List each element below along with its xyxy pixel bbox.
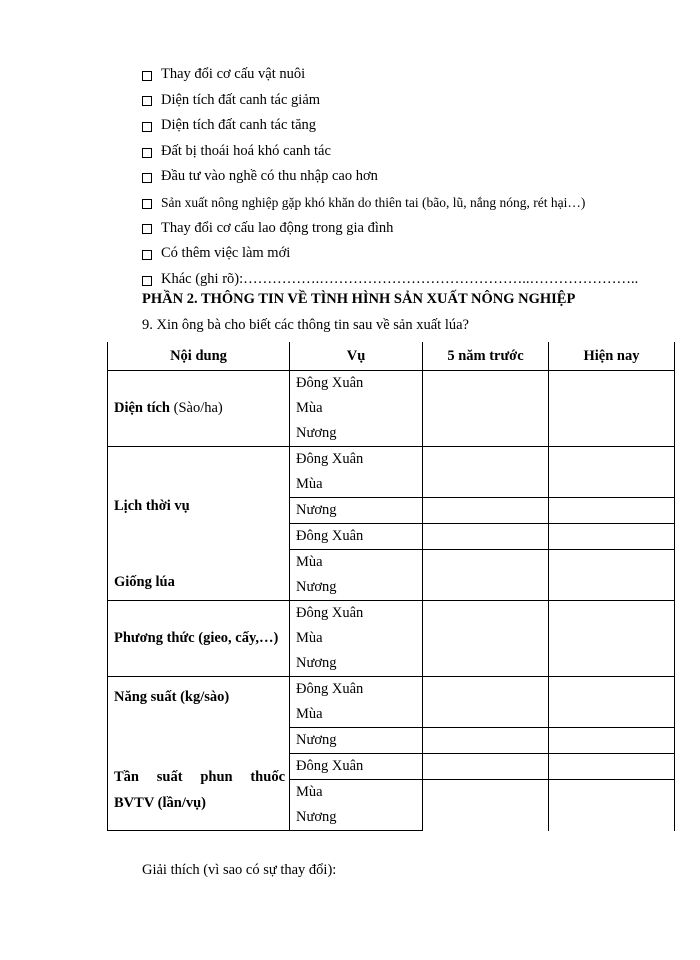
checkbox-list bbox=[142, 62, 638, 292]
input-cell[interactable] bbox=[549, 728, 675, 754]
table-row bbox=[108, 524, 675, 550]
question-text: 9. Xin ông bà cho biết các thông tin sau về sản xuất lúa? bbox=[142, 317, 469, 333]
checklist-item bbox=[142, 139, 638, 165]
input-cell[interactable] bbox=[423, 780, 549, 831]
row-label-tan-suat: Tần suất phun thuốc BVTV (lần/vụ) bbox=[108, 754, 290, 831]
checklist-item bbox=[142, 267, 638, 293]
season-cell: Đông Xuân bbox=[290, 601, 423, 627]
checkbox-icon[interactable] bbox=[142, 71, 152, 81]
row-label-giong-lua: Giống lúa bbox=[108, 524, 290, 601]
checklist-item-label: Có thêm việc làm mới bbox=[161, 245, 291, 262]
table-row bbox=[108, 447, 675, 473]
table-row bbox=[108, 754, 675, 780]
checklist-item bbox=[142, 88, 638, 114]
input-cell[interactable] bbox=[549, 677, 675, 728]
season-cell: Mùa bbox=[290, 626, 423, 651]
checklist-item bbox=[142, 216, 638, 242]
season-cell: Nương bbox=[290, 805, 423, 831]
checklist-item-label: Đầu tư vào nghề có thu nhập cao hơn bbox=[161, 168, 378, 185]
input-cell[interactable] bbox=[423, 524, 549, 550]
season-cell: Mùa bbox=[290, 780, 423, 806]
row-label-dien-tich: Diện tích (Sào/ha) bbox=[108, 371, 290, 447]
season-cell: Đông Xuân bbox=[290, 371, 423, 397]
input-cell[interactable] bbox=[549, 754, 675, 780]
input-cell[interactable] bbox=[423, 601, 549, 677]
input-cell[interactable] bbox=[423, 447, 549, 498]
checklist-item-label: Đất bị thoái hoá khó canh tác bbox=[161, 142, 331, 159]
input-cell[interactable] bbox=[423, 371, 549, 447]
header-5-nam-truoc: 5 năm trước bbox=[423, 342, 549, 371]
checklist-item-label: Diện tích đất canh tác giảm bbox=[161, 91, 321, 108]
season-cell: Đông Xuân bbox=[290, 447, 423, 473]
season-cell: Nương bbox=[290, 575, 423, 601]
checklist-item bbox=[142, 190, 638, 216]
season-cell: Mùa bbox=[290, 472, 423, 498]
checkbox-icon[interactable] bbox=[142, 276, 152, 286]
season-cell: Mùa bbox=[290, 702, 423, 728]
checklist-item bbox=[142, 62, 638, 88]
row-label-lich-thoi-vu: Lịch thời vụ bbox=[108, 447, 290, 524]
header-hien-nay: Hiện nay bbox=[549, 342, 675, 371]
table-header-row bbox=[108, 342, 675, 371]
explanation-prompt: Giải thích (vì sao có sự thay đổi): bbox=[142, 862, 337, 878]
section-title: PHẦN 2. THÔNG TIN VỀ TÌNH HÌNH SẢN XUẤT NÔNG NGHIỆP bbox=[142, 291, 576, 307]
table-row bbox=[108, 371, 675, 397]
header-vu: Vụ bbox=[290, 342, 423, 371]
checkbox-icon[interactable] bbox=[142, 224, 152, 234]
input-cell[interactable] bbox=[423, 677, 549, 728]
checklist-item-label: Thay đổi cơ cấu lao động trong gia đình bbox=[161, 219, 394, 236]
season-cell: Mùa bbox=[290, 396, 423, 421]
rice-production-table bbox=[107, 342, 675, 831]
season-cell: Đông Xuân bbox=[290, 677, 423, 703]
checkbox-icon[interactable] bbox=[142, 199, 152, 209]
header-noi-dung: Nội dung bbox=[108, 342, 290, 371]
row-label-nang-suat: Năng suất (kg/sào) bbox=[108, 677, 290, 754]
season-cell: Nương bbox=[290, 728, 423, 754]
season-cell: Nương bbox=[290, 651, 423, 677]
input-cell[interactable] bbox=[549, 601, 675, 677]
input-cell[interactable] bbox=[549, 780, 675, 831]
checkbox-icon[interactable] bbox=[142, 96, 152, 106]
checkbox-icon[interactable] bbox=[142, 122, 152, 132]
checkbox-icon[interactable] bbox=[142, 173, 152, 183]
season-cell: Nương bbox=[290, 498, 423, 524]
input-cell[interactable] bbox=[423, 754, 549, 780]
season-cell: Đông Xuân bbox=[290, 524, 423, 550]
checklist-item bbox=[142, 241, 638, 267]
checklist-item-label: Thay đổi cơ cấu vật nuôi bbox=[161, 66, 306, 82]
row-label-phuong-thuc: Phương thức (gieo, cấy,…) bbox=[108, 601, 290, 677]
checklist-item-label: Sản xuất nông nghiệp gặp khó khăn do thiên tai (bão, lũ, nắng nóng, rét hại…) bbox=[161, 194, 586, 210]
input-cell[interactable] bbox=[423, 550, 549, 601]
table-row bbox=[108, 677, 675, 703]
table-row bbox=[108, 601, 675, 627]
input-cell[interactable] bbox=[423, 728, 549, 754]
season-cell: Nương bbox=[290, 421, 423, 447]
checklist-item bbox=[142, 113, 638, 139]
input-cell[interactable] bbox=[549, 447, 675, 498]
input-cell[interactable] bbox=[549, 550, 675, 601]
checklist-item bbox=[142, 164, 638, 190]
input-cell[interactable] bbox=[549, 498, 675, 524]
checkbox-icon[interactable] bbox=[142, 148, 152, 158]
input-cell[interactable] bbox=[549, 524, 675, 550]
checkbox-icon[interactable] bbox=[142, 250, 152, 260]
checklist-item-label: Diện tích đất canh tác tăng bbox=[161, 117, 317, 134]
season-cell: Đông Xuân bbox=[290, 754, 423, 780]
input-cell[interactable] bbox=[549, 371, 675, 447]
checklist-item-label: Khác (ghi rõ):…………….……………………………………..………………….. bbox=[161, 270, 639, 287]
input-cell[interactable] bbox=[423, 498, 549, 524]
season-cell: Mùa bbox=[290, 550, 423, 576]
